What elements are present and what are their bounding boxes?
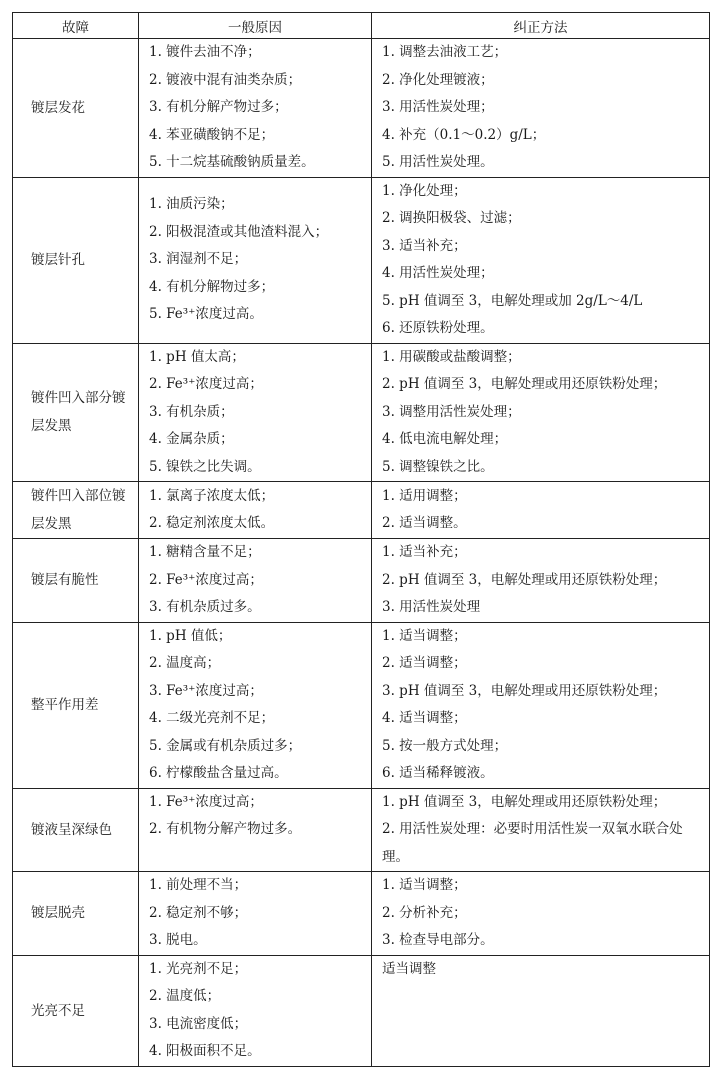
fix-item: 2. 适当调整； bbox=[382, 655, 467, 671]
fault-cell: 镀液呈深绿色 bbox=[13, 788, 139, 872]
cause-item: 6. 柠檬酸盐含量过高。 bbox=[149, 765, 288, 781]
cause-item: 1. pH 值太高； bbox=[149, 348, 245, 365]
cause-item: 3. 有机杂质过多。 bbox=[149, 599, 261, 615]
fix-item: 2. 调换阳极袋、过滤； bbox=[382, 210, 521, 226]
fix-cell bbox=[372, 622, 710, 788]
fix-item: 4. 补充（0.1～0.2）g/L； bbox=[382, 126, 546, 143]
cause-item: 4. 有机分解物过多； bbox=[149, 278, 275, 295]
fix-cell bbox=[372, 177, 710, 343]
fix-cell bbox=[372, 872, 710, 956]
cause-item: 2. 温度低； bbox=[149, 988, 221, 1004]
cause-cell bbox=[139, 788, 372, 872]
cause-item: 1. 油质污染； bbox=[149, 196, 234, 213]
fix-item: 1. 用碳酸或盐酸调整； bbox=[382, 348, 521, 365]
fault-cell: 光亮不足 bbox=[13, 955, 139, 1066]
cause-cell bbox=[139, 622, 372, 788]
cause-item: 2. Fe³⁺浓度过高； bbox=[149, 571, 263, 588]
fix-item: 2. pH 值调至 3，电解处理或用还原铁粉处理； bbox=[382, 571, 667, 588]
fix-cell bbox=[372, 343, 710, 482]
fix-item: 1. 适当调整； bbox=[382, 627, 467, 644]
cause-item: 3. 脱电。 bbox=[149, 932, 207, 948]
fix-item: 2. 净化处理镀液； bbox=[382, 71, 494, 88]
header-row bbox=[13, 13, 710, 39]
fault-table bbox=[12, 12, 710, 1067]
fix-cell bbox=[372, 482, 710, 539]
fault-cell: 镀层针孔 bbox=[13, 177, 139, 343]
cause-item: 1. 氯离子浓度太低； bbox=[149, 487, 275, 504]
table-row bbox=[13, 788, 710, 872]
fix-item: 5. 按一般方式处理； bbox=[382, 737, 508, 754]
fault-cell: 整平作用差 bbox=[13, 622, 139, 788]
fix-item: 4. 用活性炭处理； bbox=[382, 265, 494, 281]
fix-item: 1. 适当补充； bbox=[382, 544, 467, 560]
fix-item: 6. 还原铁粉处理。 bbox=[382, 320, 494, 336]
cause-item: 4. 苯亚磺酸钠不足； bbox=[149, 126, 275, 143]
fix-cell bbox=[372, 539, 710, 623]
cause-item: 5. 金属或有机杂质过多； bbox=[149, 737, 302, 754]
cause-item: 1. 糖精含量不足； bbox=[149, 544, 261, 560]
fault-cell: 镀件凹入部分镀层发黑 bbox=[13, 343, 139, 482]
fix-item: 2. 分析补充； bbox=[382, 904, 467, 921]
fault-cell: 镀件凹入部位镀层发黑 bbox=[13, 482, 139, 539]
cause-item: 3. 有机杂质； bbox=[149, 403, 234, 420]
cause-cell bbox=[139, 955, 372, 1066]
table-row bbox=[13, 622, 710, 788]
table-row bbox=[13, 39, 710, 178]
cause-cell bbox=[139, 343, 372, 482]
fix-item: 2. 适当调整。 bbox=[382, 515, 467, 531]
fix-item: 3. pH 值调至 3，电解处理或用还原铁粉处理； bbox=[382, 682, 667, 699]
cause-item: 3. Fe³⁺浓度过高； bbox=[149, 682, 263, 699]
table-row bbox=[13, 955, 710, 1066]
cause-cell bbox=[139, 177, 372, 343]
cause-item: 2. 稳定剂浓度太低。 bbox=[149, 515, 275, 531]
fix-item: 1. pH 值调至 3，电解处理或用还原铁粉处理； bbox=[382, 793, 667, 810]
cause-item: 1. 光亮剂不足； bbox=[149, 960, 248, 977]
cause-item: 1. 镀件去油不净； bbox=[149, 44, 261, 60]
cause-cell bbox=[139, 482, 372, 539]
cause-item: 5. 十二烷基硫酸钠质量差。 bbox=[149, 154, 315, 170]
fix-item: 1. 适用调整； bbox=[382, 487, 467, 504]
cause-item: 1. 前处理不当； bbox=[149, 877, 248, 893]
cause-item: 3. 有机分解产物过多； bbox=[149, 99, 288, 115]
fix-cell bbox=[372, 955, 710, 1066]
fix-item: 5. 调整镍铁之比。 bbox=[382, 458, 494, 475]
fix-item: 4. 低电流电解处理； bbox=[382, 431, 508, 447]
cause-item: 2. 镀液中混有油类杂质； bbox=[149, 71, 302, 88]
header-cause: 一般原因 bbox=[139, 13, 372, 39]
fix-item: 5. 用活性炭处理。 bbox=[382, 154, 494, 170]
cause-item: 2. Fe³⁺浓度过高； bbox=[149, 376, 263, 392]
cause-item: 3. 电流密度低； bbox=[149, 1015, 248, 1032]
cause-item: 2. 温度高； bbox=[149, 655, 221, 671]
fix-item: 3. 用活性炭处理； bbox=[382, 99, 494, 115]
fix-item: 1. 净化处理； bbox=[382, 182, 467, 199]
fix-item: 6. 适当稀释镀液。 bbox=[382, 765, 494, 781]
cause-item: 3. 润湿剂不足； bbox=[149, 251, 248, 268]
cause-item: 2. 有机物分解产物过多。 bbox=[149, 821, 302, 837]
fix-item: 3. 检查导电部分。 bbox=[382, 932, 494, 948]
cause-item: 2. 稳定剂不够； bbox=[149, 904, 248, 921]
table-row bbox=[13, 343, 710, 482]
table-row bbox=[13, 482, 710, 539]
fault-cell: 镀层脱壳 bbox=[13, 872, 139, 956]
cause-item: 5. 镍铁之比失调。 bbox=[149, 458, 261, 475]
cause-item: 2. 阳极混渣或其他渣料混入； bbox=[149, 223, 329, 240]
fix-cell bbox=[372, 788, 710, 872]
cause-cell bbox=[139, 39, 372, 178]
fix-cell bbox=[372, 39, 710, 178]
table-row bbox=[13, 539, 710, 623]
cause-item: 5. Fe³⁺浓度过高。 bbox=[149, 306, 263, 323]
fix-item: 1. 调整去油液工艺； bbox=[382, 44, 508, 60]
fix-item: 3. 用活性炭处理 bbox=[382, 599, 481, 615]
fix-item: 2. 用活性炭处理：必要时用活性炭一双氧水联合处理。 bbox=[382, 821, 683, 865]
fix-item: 1. 适当调整； bbox=[382, 877, 467, 893]
fix-item: 3. 调整用活性炭处理； bbox=[382, 403, 521, 420]
cause-cell bbox=[139, 872, 372, 956]
header-fix: 纠正方法 bbox=[372, 13, 710, 39]
cause-item: 1. pH 值低； bbox=[149, 627, 232, 644]
fault-cell: 镀层发花 bbox=[13, 39, 139, 178]
cause-cell bbox=[139, 539, 372, 623]
header-fault: 故障 bbox=[13, 13, 139, 39]
fix-item: 适当调整 bbox=[382, 960, 436, 977]
cause-item: 4. 阳极面积不足。 bbox=[149, 1043, 261, 1059]
table-row bbox=[13, 872, 710, 956]
table-row bbox=[13, 177, 710, 343]
cause-item: 4. 二级光亮剂不足； bbox=[149, 710, 275, 726]
cause-item: 1. Fe³⁺浓度过高； bbox=[149, 793, 263, 810]
fix-item: 4. 适当调整； bbox=[382, 710, 467, 726]
fault-cell: 镀层有脆性 bbox=[13, 539, 139, 623]
fix-item: 2. pH 值调至 3，电解处理或用还原铁粉处理； bbox=[382, 376, 667, 392]
fix-item: 5. pH 值调至 3，电解处理或加 2g/L～4/L bbox=[382, 292, 643, 309]
fix-item: 3. 适当补充； bbox=[382, 237, 467, 254]
cause-item: 4. 金属杂质； bbox=[149, 431, 234, 447]
